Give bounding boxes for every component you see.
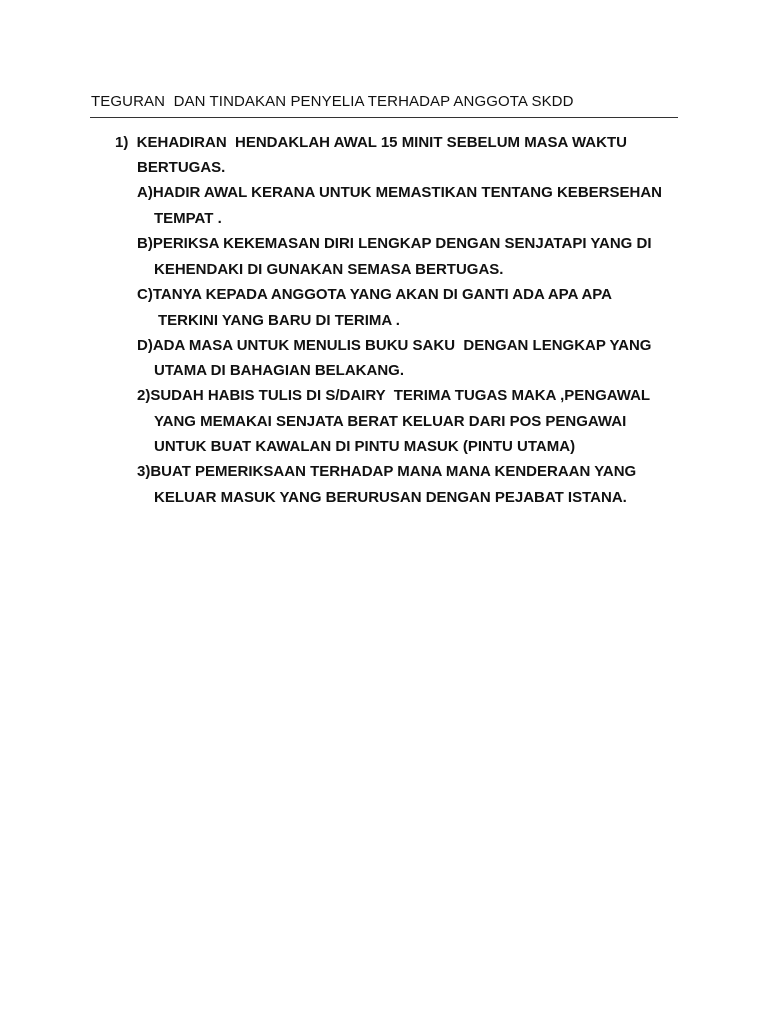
item-d-line-2: UTAMA DI BAHAGIAN BELAKANG. [154, 362, 404, 379]
document-title: TEGURAN DAN TINDAKAN PENYELIA TERHADAP ANGGOTA SKDD [91, 93, 574, 110]
item-b-line-1: B)PERIKSA KEKEMASAN DIRI LENGKAP DENGAN SENJATAPI YANG DI [137, 235, 652, 252]
item-3-line-1: 3)BUAT PEMERIKSAAN TERHADAP MANA MANA KENDERAAN YANG [137, 463, 637, 480]
item-c-line-2: TERKINI YANG BARU DI TERIMA . [158, 312, 400, 329]
item-1-line-2: BERTUGAS. [137, 159, 226, 176]
item-2-line-3: UNTUK BUAT KAWALAN DI PINTU MASUK (PINTU UTAMA) [154, 438, 576, 455]
item-2-line-1: 2)SUDAH HABIS TULIS DI S/DAIRY TERIMA TUGAS MAKA ,PENGAWAL [137, 387, 651, 404]
item-c-line-1: C)TANYA KEPADA ANGGOTA YANG AKAN DI GANTI ADA APA APA [137, 286, 613, 303]
item-3-line-2: KELUAR MASUK YANG BERURUSAN DENGAN PEJABAT ISTANA. [154, 489, 627, 506]
item-2-line-2: YANG MEMAKAI SENJATA BERAT KELUAR DARI POS PENGAWAI [154, 413, 627, 430]
item-a-line-1: A)HADIR AWAL KERANA UNTUK MEMASTIKAN TENTANG KEBERSEHAN [137, 184, 662, 201]
item-1-line-1: 1) KEHADIRAN HENDAKLAH AWAL 15 MINIT SEBELUM MASA WAKTU [115, 134, 627, 151]
item-a-line-2: TEMPAT . [154, 210, 222, 227]
title-underline [90, 117, 678, 118]
item-d-line-1: D)ADA MASA UNTUK MENULIS BUKU SAKU DENGAN LENGKAP YANG [137, 337, 652, 354]
item-b-line-2: KEHENDAKI DI GUNAKAN SEMASA BERTUGAS. [154, 261, 504, 278]
